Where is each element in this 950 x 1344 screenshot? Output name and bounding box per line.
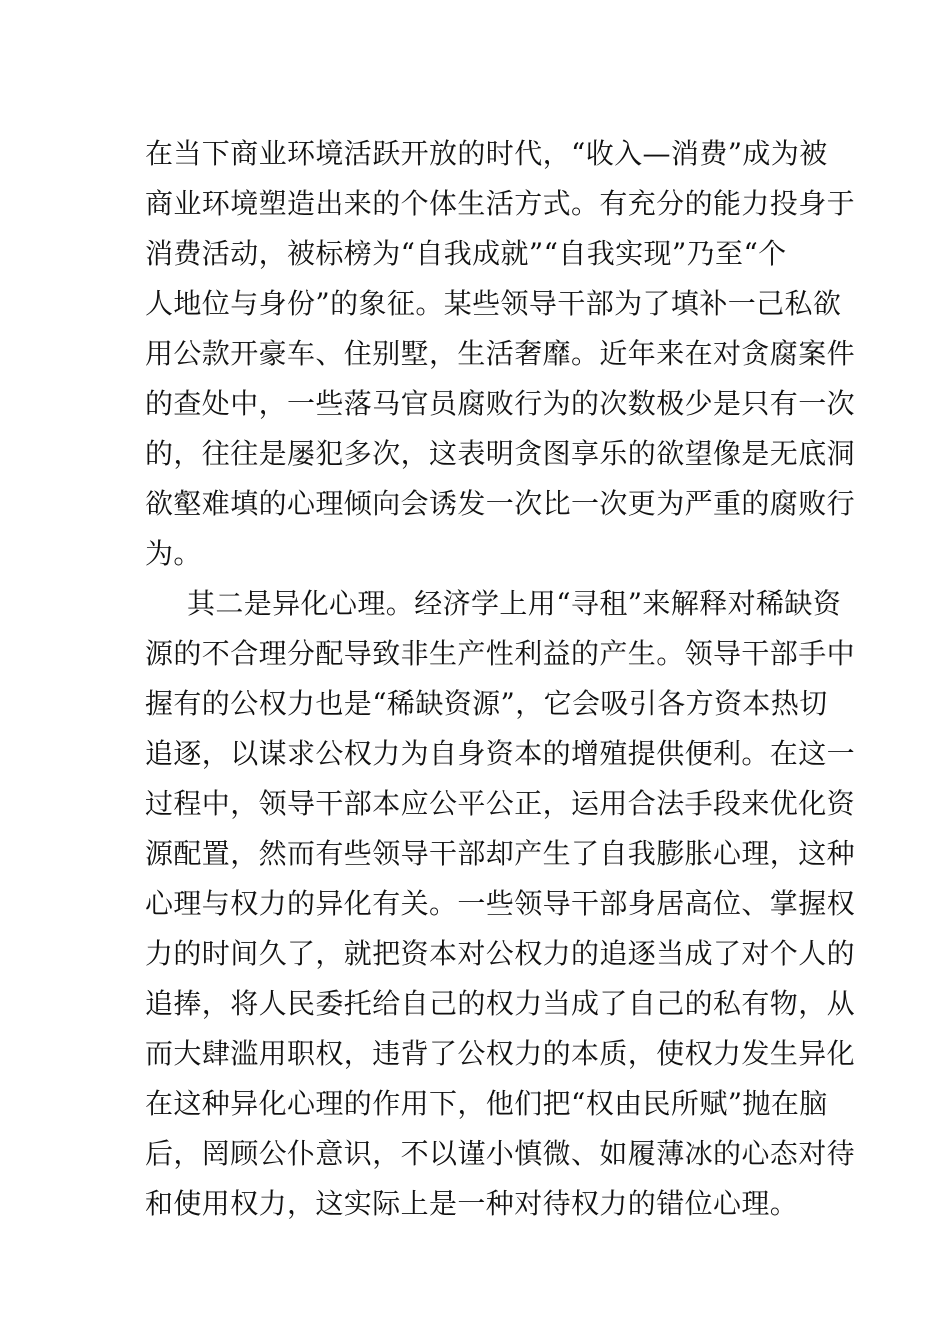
text-line-first: 其二是异化心理。经济学上用“寻租”来解释对稀缺资: [187, 587, 842, 620]
text-line: 和使用权力，这实际上是一种对待权力的错位心理。: [145, 1187, 799, 1220]
text-line: 而大肆滥用职权，违背了公权力的本质，使权力发生异化: [145, 1037, 856, 1070]
text-line: 用公款开豪车、住别墅，生活奢靡。近年来在对贪腐案件: [145, 337, 856, 370]
text-line: 心理与权力的异化有关。一些领导干部身居高位、掌握权: [145, 887, 856, 920]
text-line: 的查处中，一些落马官员腐败行为的次数极少是只有一次: [145, 387, 856, 420]
text-line: 源配置，然而有些领导干部却产生了自我膨胀心理，这种: [145, 837, 856, 870]
text-line: 为。: [145, 537, 202, 570]
text-line: 后，罔顾公仆意识，不以谨小慎微、如履薄冰的心态对待: [145, 1137, 856, 1170]
text-line: 的，往往是屡犯多次，这表明贪图享乐的欲望像是无底洞: [145, 437, 856, 470]
text-line: 过程中，领导干部本应公平公正，运用合法手段来优化资: [145, 787, 856, 820]
text-line: 人地位与身份”的象征。某些领导干部为了填补一己私欲: [145, 287, 842, 320]
text-line: 源的不合理分配导致非生产性利益的产生。领导干部手中: [145, 637, 856, 670]
text-line: 在这种异化心理的作用下，他们把“权由民所赋”抛在脑: [145, 1087, 828, 1120]
text-line: 追逐，以谋求公权力为自身资本的增殖提供便利。在这一: [145, 737, 856, 770]
text-line: 在当下商业环境活跃开放的时代，“收入—消费”成为被: [145, 137, 828, 170]
text-line: 消费活动，被标榜为“自我成就”“自我实现”乃至“个: [145, 237, 787, 270]
text-line: 商业环境塑造出来的个体生活方式。有充分的能力投身于: [145, 187, 856, 220]
text-line: 握有的公权力也是“稀缺资源”，它会吸引各方资本热切: [145, 687, 828, 720]
paragraph-alienation: [145, 579, 856, 1229]
paragraph-consumption: [145, 129, 856, 579]
text-line: 力的时间久了，就把资本对公权力的追逐当成了对个人的: [145, 937, 856, 970]
document-body: [145, 129, 856, 1229]
text-line: 欲壑难填的心理倾向会诱发一次比一次更为严重的腐败行: [145, 487, 856, 520]
text-line: 追捧，将人民委托给自己的权力当成了自己的私有物，从: [145, 987, 856, 1020]
